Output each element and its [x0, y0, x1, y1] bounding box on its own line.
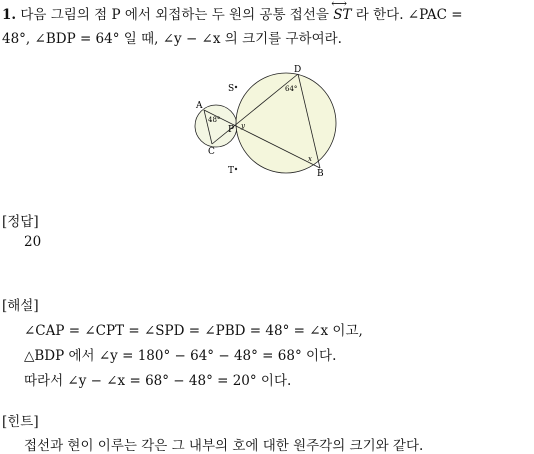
label-s: S — [228, 84, 235, 94]
label-p: P — [228, 125, 235, 135]
label-b: B — [317, 169, 324, 179]
tangent-line-label: ⟷ ST — [333, 6, 351, 24]
label-y: y — [241, 122, 245, 130]
label-d: D — [294, 65, 302, 75]
angle-64-label: 64° — [285, 85, 298, 93]
solution-line-3: 따라서 ∠y − ∠x = 68° − 48° = 20° 이다. — [24, 373, 292, 389]
solution-line-1: ∠CAP = ∠CPT = ∠SPD = ∠PBD = 48° = ∠x 이고, — [24, 323, 363, 339]
hint-text: 접선과 현이 이루는 각은 그 내부의 호에 대한 원주각의 크기와 같다. — [24, 438, 424, 454]
answer-value: 20 — [24, 234, 42, 250]
solution-label: [해설] — [2, 298, 39, 314]
problem-number: 1. — [2, 7, 17, 23]
solution-line-2: △BDP 에서 ∠y = 180° − 64° − 48° = 68° 이다. — [24, 348, 337, 364]
problem-text-1a: 다음 그림의 점 P 에서 외접하는 두 원의 공통 접선을 — [20, 7, 329, 23]
label-a: A — [196, 101, 203, 111]
label-c: C — [208, 147, 215, 157]
angle-48-label: 48° — [208, 116, 221, 124]
answer-label: [정답] — [2, 214, 39, 230]
hint-label: [힌트] — [2, 414, 39, 430]
label-t: T — [228, 166, 235, 176]
problem-line-1 — [2, 6, 463, 24]
problem-text-1b: 라 한다. ∠PAC = — [355, 7, 463, 23]
geometry-figure — [190, 62, 350, 182]
problem-line-2: 48°, ∠BDP = 64° 일 때, ∠y − ∠x 의 크기를 구하여라. — [2, 31, 342, 47]
point-s — [235, 86, 237, 88]
label-x: x — [308, 155, 312, 163]
point-t — [235, 168, 237, 170]
